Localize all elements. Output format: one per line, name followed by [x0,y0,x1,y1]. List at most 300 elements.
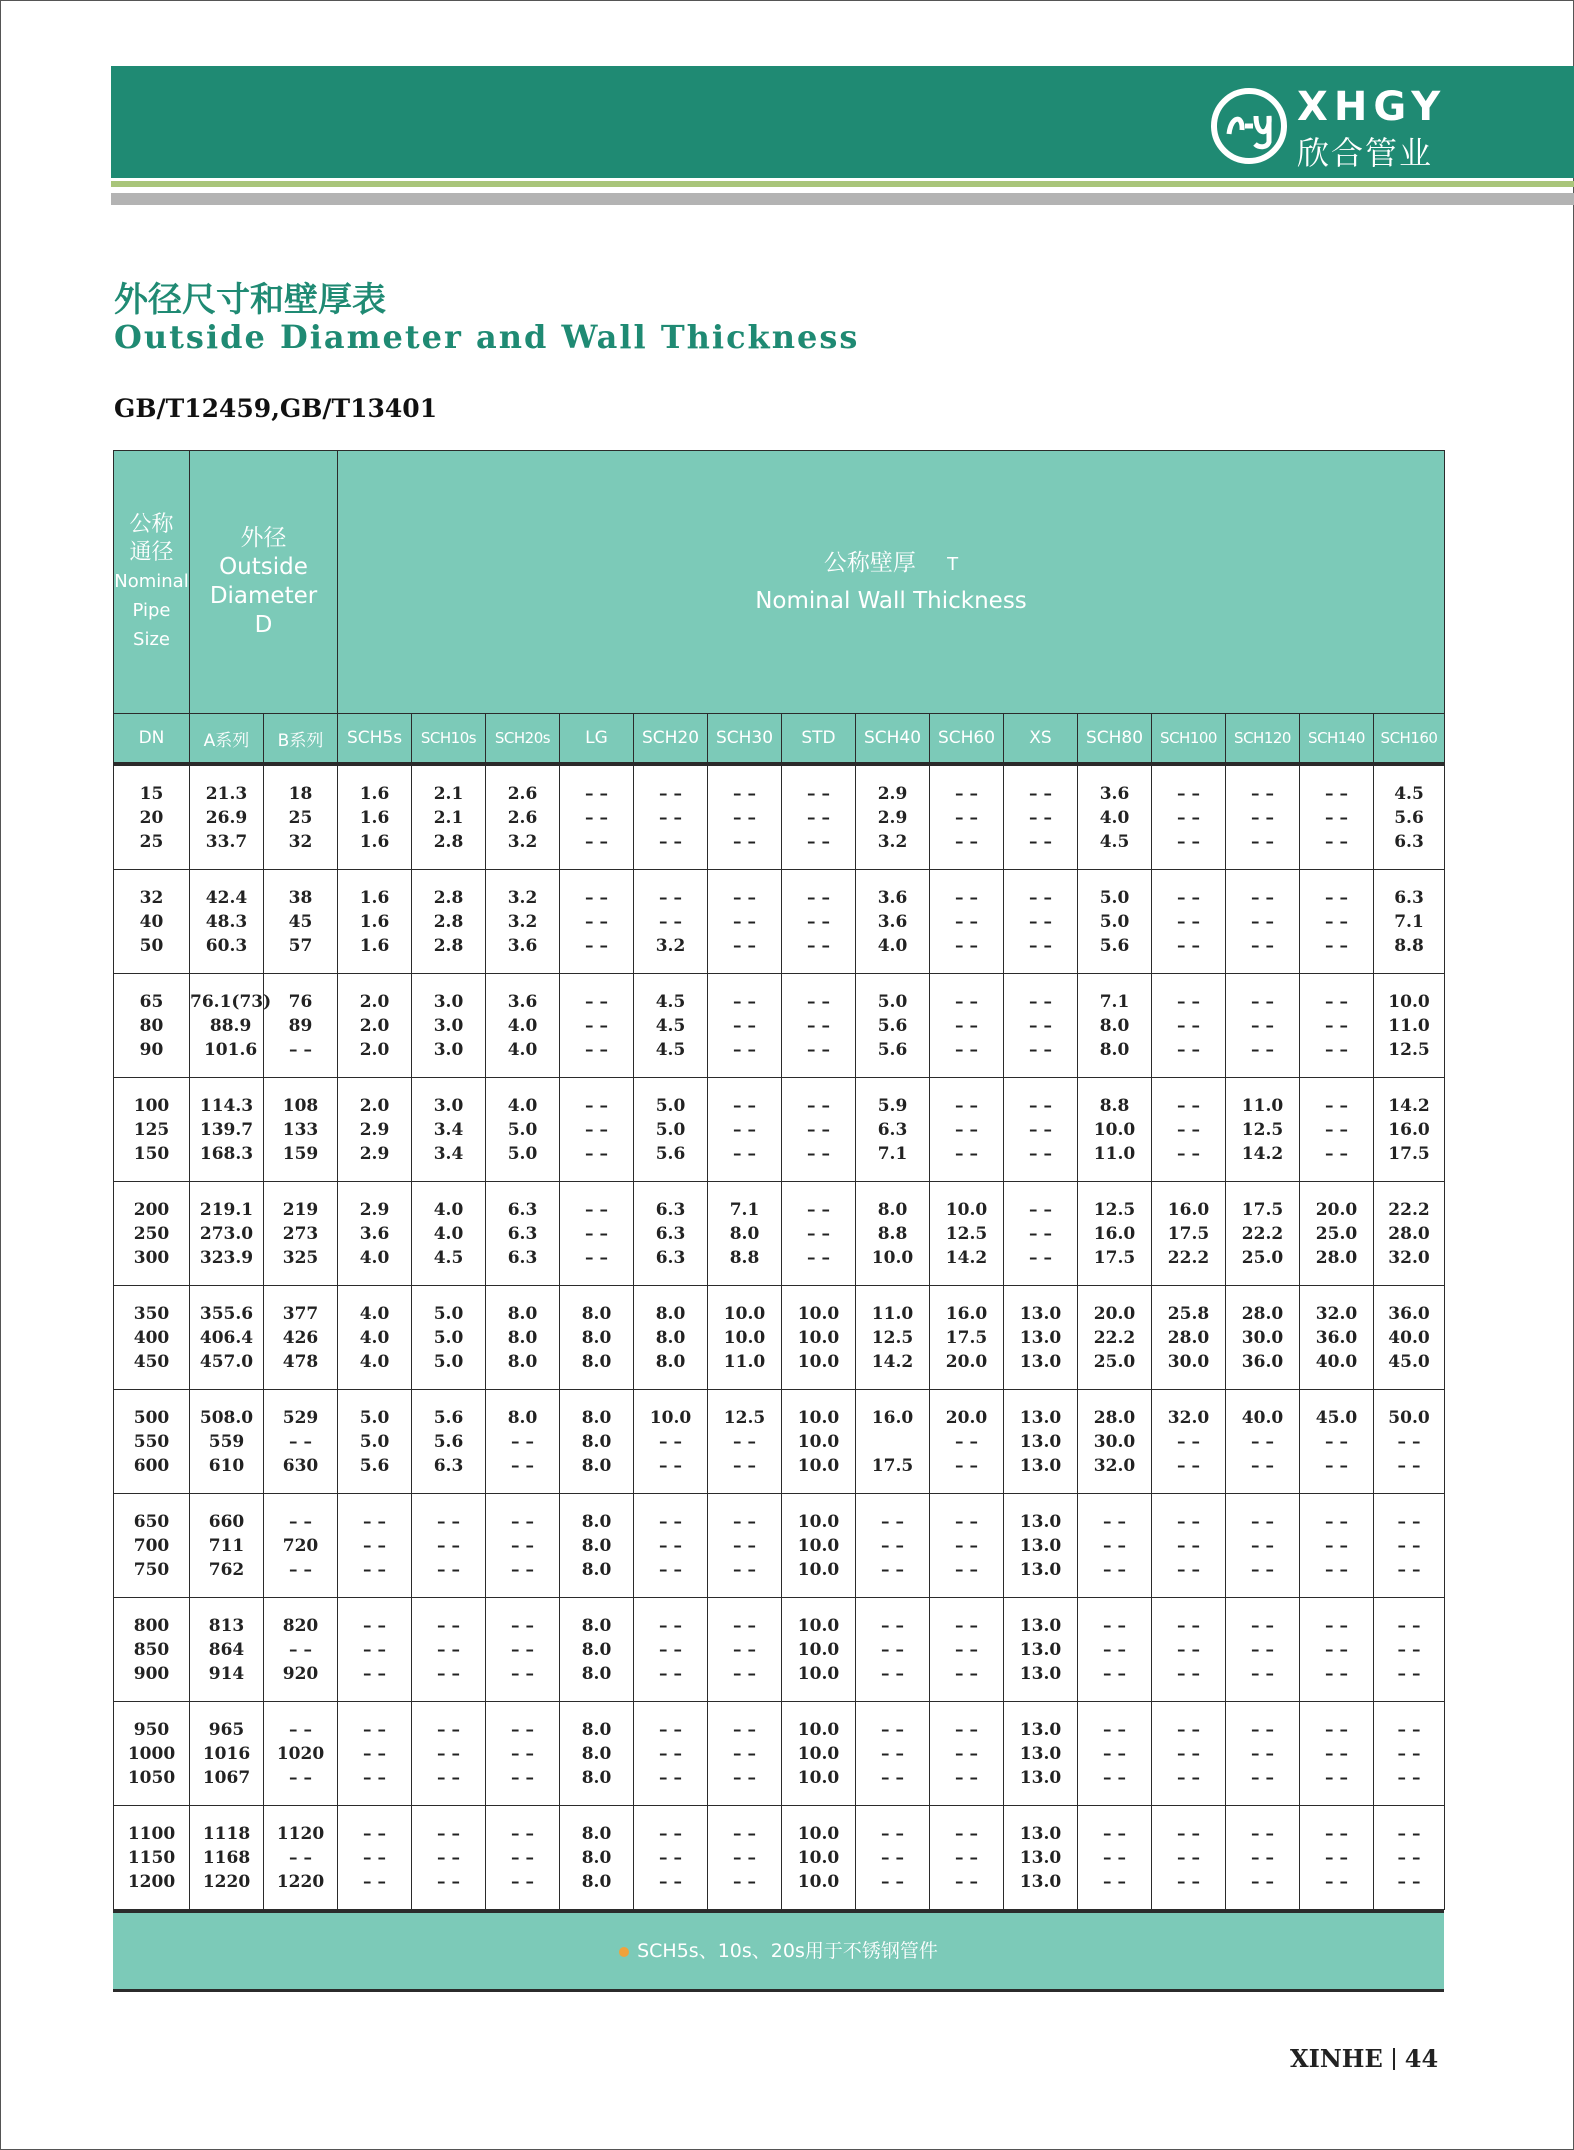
column-header: SCH20s [486,714,560,765]
cell-values: – – – – – – [585,991,608,1060]
cell-values: – – – – – – [1177,991,1200,1060]
cell-values: – – – – – – [659,1511,682,1580]
table-cell [264,974,338,1078]
cell-values: 10.0 10.0 10.0 [797,1303,840,1372]
cell-values: – – – – – – [1251,1615,1274,1684]
table-cell [190,1182,264,1286]
table-cell [930,764,1004,870]
table-row [114,974,1445,1078]
column-header: SCH30 [708,714,782,765]
table-cell [1300,1494,1374,1598]
cell-values: – – – – – – [1325,991,1348,1060]
cell-values: 3.0 3.4 3.4 [433,1095,464,1164]
cell-values: – – – – – – [1251,1823,1274,1892]
table-cell [708,1182,782,1286]
table-cell [560,764,634,870]
table-cell [634,1078,708,1182]
table-cell [486,870,560,974]
cell-values: 8.0 – – – – [507,1407,538,1476]
table-cell [1226,1182,1300,1286]
cell-values: 20.0 22.2 25.0 [1093,1303,1136,1372]
cell-values: 355.6 406.4 457.0 [199,1303,254,1372]
table-cell [1226,1598,1300,1702]
table-row [114,870,1445,974]
table-cell [708,974,782,1078]
table-cell [1374,1494,1445,1598]
header-od-en-3: D [254,612,273,638]
header-nwt-zh-line [338,545,1444,583]
cell-values: 8.0 8.0 8.0 [581,1719,612,1788]
cell-values: – – – – – – [1251,783,1274,852]
cell-values: – – – – – – [1103,1511,1126,1580]
table-cell [782,1494,856,1598]
table-cell [1078,1286,1152,1390]
table-cell [190,1494,264,1598]
table-cell [412,764,486,870]
cell-values: 42.4 48.3 60.3 [205,887,248,956]
table-row [114,1598,1445,1702]
header-nps-zh-1: 公称 [129,511,174,537]
cell-values: 377 426 478 [282,1303,319,1372]
cell-values: 76 89 – – [288,991,313,1060]
cell-values: – – – – – – [881,1823,904,1892]
table-cell [1374,974,1445,1078]
table-cell [1004,764,1078,870]
table-cell [634,1806,708,1910]
cell-values: – – – – – – [955,1823,978,1892]
cell-values: – – – – – – [1325,1823,1348,1892]
cell-values: 6.3 7.1 8.8 [1394,887,1424,956]
table-cell [930,1598,1004,1702]
cell-values: – – – – – – [1177,1615,1200,1684]
column-header: SCH160 [1374,714,1445,765]
cell-values: 10.0 10.0 11.0 [723,1303,766,1372]
table-cell [114,974,190,1078]
column-header: SCH5s [338,714,412,765]
cell-values: 40.0 – – – – [1241,1407,1284,1476]
cell-values: 5.0 5.6 5.6 [877,991,908,1060]
cell-values: 11.0 12.5 14.2 [1241,1095,1284,1164]
table-header-row [114,451,1445,714]
cell-values: 38 45 57 [288,887,313,956]
table-cell [1078,870,1152,974]
table-cell [1374,1182,1445,1286]
standard-reference: GB/T12459,GB/T13401 [114,394,438,423]
cell-values: 22.2 28.0 32.0 [1388,1199,1430,1268]
cell-values: – – – – – – [733,991,756,1060]
table-cell [634,1702,708,1806]
cell-values: – – – – – – [1397,1823,1421,1892]
cell-values: 13.0 13.0 13.0 [1019,1407,1062,1476]
cell-values: 200 250 300 [133,1199,170,1268]
cell-values: 13.0 13.0 13.0 [1019,1303,1062,1372]
table-cell [486,1598,560,1702]
table-cell [1078,1078,1152,1182]
table-cell [264,1702,338,1806]
cell-values: – – – – – – [1103,1719,1126,1788]
table-cell [1300,1702,1374,1806]
footer-brand: XINHE [1290,2044,1383,2073]
cell-values: – – – – – – [511,1615,534,1684]
cell-values: – – – – – – [363,1719,386,1788]
cell-values: – – – – – – [363,1823,386,1892]
cell-values: – – – – – – [881,1615,904,1684]
cell-values: 13.0 13.0 13.0 [1019,1719,1062,1788]
cell-values: – – – – – – [1029,1095,1052,1164]
table-cell [264,764,338,870]
cell-values: 10.0 10.0 10.0 [797,1719,840,1788]
table-cell [634,1286,708,1390]
cell-values: – – – – – – [955,1095,978,1164]
table-cell [856,1494,930,1598]
cell-values: – – – – – – [955,1719,978,1788]
table-cell [560,870,634,974]
table-cell [1300,1390,1374,1494]
table-cell [338,1390,412,1494]
cell-values: 2.1 2.1 2.8 [433,783,464,852]
table-cell [486,1182,560,1286]
table-cell [1152,1078,1226,1182]
column-header: DN [114,714,190,765]
cell-values: – – – – – – [1397,1615,1421,1684]
table-cell [708,870,782,974]
table-cell [1004,870,1078,974]
table-cell [1078,1598,1152,1702]
table-cell [782,1286,856,1390]
cell-values: – – – – – – [437,1615,460,1684]
table-cell [486,1806,560,1910]
table-cell [190,1390,264,1494]
cell-values: 5.0 5.0 5.6 [1099,887,1130,956]
column-header: LG [560,714,634,765]
column-header: XS [1004,714,1078,765]
cell-values: – – – – – – [437,1511,460,1580]
cell-values: – – – – – – [733,887,756,956]
table-cell [1004,1702,1078,1806]
cell-values: 10.0 10.0 10.0 [797,1407,840,1476]
cell-values: – – – – – – [1177,1719,1200,1788]
table-cell [1004,1494,1078,1598]
table-cell [412,1390,486,1494]
table-cell [782,1806,856,1910]
table-cell [1004,1182,1078,1286]
table-cell [338,764,412,870]
cell-values: 950 1000 1050 [127,1719,176,1788]
table-cell [338,1598,412,1702]
table-cell [560,1390,634,1494]
table-cell [114,1598,190,1702]
cell-values: 12.5 16.0 17.5 [1093,1199,1136,1268]
logo-mark-icon [1209,86,1289,166]
table-cell [856,974,930,1078]
table-cell [1152,1598,1226,1702]
cell-values: 10.0 11.0 12.5 [1388,991,1430,1060]
cell-values: 219.1 273.0 323.9 [199,1199,254,1268]
table-cell [338,1078,412,1182]
table-cell [1226,1702,1300,1806]
cell-values: 65 80 90 [139,991,164,1060]
cell-values: 820 – – 920 [282,1615,319,1684]
cell-values: 10.0 10.0 10.0 [797,1511,840,1580]
table-cell [264,1286,338,1390]
table-cell [338,1286,412,1390]
table-cell [1226,870,1300,974]
cell-values: – – – – – – [1177,1511,1200,1580]
cell-values: 28.0 30.0 36.0 [1241,1303,1284,1372]
table-cell [486,1390,560,1494]
cell-values: 10.0 – – – – [649,1407,692,1476]
table-cell [412,974,486,1078]
cell-values: 813 864 914 [208,1615,245,1684]
table-cell [412,1286,486,1390]
cell-values: – – – – – – [511,1823,534,1892]
table-cell [1152,1806,1226,1910]
cell-values: – – – – – – [1029,783,1052,852]
cell-values: 1118 1168 1220 [202,1823,251,1892]
column-header: STD [782,714,856,765]
table-cell [1300,1598,1374,1702]
table-cell [1152,870,1226,974]
table-cell [560,1598,634,1702]
cell-values: 2.0 2.9 2.9 [359,1095,390,1164]
cell-values: 4.0 5.0 5.0 [507,1095,538,1164]
table-cell [1374,1806,1445,1910]
logo-text-en: XHGY [1297,84,1447,130]
table-cell [782,764,856,870]
cell-values: 219 273 325 [282,1199,319,1268]
table-cell [486,1702,560,1806]
cell-values: – – – – – – [1103,1823,1126,1892]
cell-values: – – 720 – – [282,1511,319,1580]
cell-values: – – – – – – [955,1615,978,1684]
table-cell [1004,1598,1078,1702]
table-cell [782,870,856,974]
page-footer [1290,2044,1438,2073]
table-cell [338,1702,412,1806]
cell-values: – – – – – – [1177,1823,1200,1892]
table-cell [930,1494,1004,1598]
cell-values: 6.3 6.3 6.3 [507,1199,538,1268]
header-nps-en-1: Nominal [114,570,189,592]
header-divider-gray [111,193,1574,205]
table-cell [856,870,930,974]
cell-values: 21.3 26.9 33.7 [205,783,248,852]
table-cell [560,1078,634,1182]
cell-values: 45.0 – – – – [1315,1407,1358,1476]
cell-values: 8.8 10.0 11.0 [1093,1095,1136,1164]
cell-values: – – – – – – [363,1615,386,1684]
table-cell [264,870,338,974]
cell-values: – – – – – – [807,1199,830,1268]
table-cell [560,1702,634,1806]
cell-values: 17.5 22.2 25.0 [1241,1199,1284,1268]
table-cell [856,1598,930,1702]
table-cell [412,1494,486,1598]
page-number: 44 [1404,2044,1439,2073]
table-cell [190,1078,264,1182]
table-cell [1078,1494,1152,1598]
cell-values: – – – – – – [1251,991,1274,1060]
table-cell [1078,1702,1152,1806]
cell-values: 16.0 17.5 [871,1407,914,1476]
table-cell [1078,974,1152,1078]
table-cell [264,1598,338,1702]
table-cell [190,1806,264,1910]
page-title-en: Outside Diameter and Wall Thickness [114,318,860,356]
table-cell [486,1286,560,1390]
table-cell [190,1286,264,1390]
cell-values: 8.0 8.0 8.0 [581,1823,612,1892]
bullet-dot-icon [619,1947,629,1957]
cell-values: – – – – – – [733,1719,756,1788]
cell-values: – – – – – – [585,783,608,852]
table-cell [1078,1806,1152,1910]
cell-values: 13.0 13.0 13.0 [1019,1615,1062,1684]
cell-values: 8.0 8.0 8.0 [507,1303,538,1372]
table-cell [114,1494,190,1598]
table-cell [560,1182,634,1286]
cell-values: 10.0 10.0 10.0 [797,1823,840,1892]
header-nps-zh-2: 通径 [129,539,174,565]
table-cell [338,1494,412,1598]
cell-values: 3.6 4.0 4.5 [1099,783,1130,852]
table-cell [930,870,1004,974]
cell-values: 114.3 139.7 168.3 [199,1095,254,1164]
cell-values: 4.5 5.6 6.3 [1394,783,1424,852]
table-cell [560,974,634,1078]
cell-values: – – – – – – [511,1719,534,1788]
table-cell [190,764,264,870]
header-outside-diameter [190,451,338,714]
cell-values: – – – – – – [807,887,830,956]
table-cell [1078,764,1152,870]
cell-values: 2.6 2.6 3.2 [507,783,538,852]
table-cell [1300,1078,1374,1182]
table-cell [930,1182,1004,1286]
table-cell [1374,1390,1445,1494]
table-cell [708,1598,782,1702]
cell-values: 32.0 36.0 40.0 [1315,1303,1358,1372]
header-nominal-pipe-size [114,451,190,714]
table-cell [1374,1598,1445,1702]
column-header: A系列 [190,714,264,765]
table-cell [412,1806,486,1910]
column-header: B系列 [264,714,338,765]
table-cell [1374,1286,1445,1390]
table-cell [412,1078,486,1182]
header-nps-en-2: Pipe [132,599,171,621]
cell-values: 2.0 2.0 2.0 [359,991,390,1060]
table-cell [486,974,560,1078]
table-row [114,1702,1445,1806]
table-cell [338,1182,412,1286]
table-cell [1152,1182,1226,1286]
table-cell [856,1078,930,1182]
table-cell [486,1494,560,1598]
table-cell [114,764,190,870]
cell-values: 1100 1150 1200 [127,1823,176,1892]
footnote-bar [113,1910,1444,1992]
table-cell [190,870,264,974]
cell-values: 350 400 450 [133,1303,170,1372]
cell-values: – – – – – – [1251,1719,1274,1788]
table-cell [338,1806,412,1910]
cell-values: – – – – – – [807,991,830,1060]
table-cell [114,1702,190,1806]
cell-values: 8.0 8.0 8.0 [581,1615,612,1684]
table-cell [1226,764,1300,870]
header-divider-green [111,181,1574,187]
header-od-zh: 外径 [240,525,287,551]
table-cell [114,1078,190,1182]
table-cell [782,1390,856,1494]
cell-values: – – – – – – [659,783,682,852]
header-nwt-zh: 公称壁厚 [823,550,916,576]
cell-values: – – – – – – [1103,1615,1126,1684]
cell-values: 36.0 40.0 45.0 [1388,1303,1430,1372]
cell-values: 76.1(73) 88.9 101.6 [190,991,272,1060]
cell-values: – – – – – – [955,887,978,956]
table-body [114,764,1445,1910]
table-cell [782,1598,856,1702]
table-cell [856,764,930,870]
table-cell [708,1494,782,1598]
column-header: SCH20 [634,714,708,765]
table-cell [1300,1286,1374,1390]
table-cell [856,1806,930,1910]
table-row [114,1078,1445,1182]
cell-values: – – – – – – [955,1511,978,1580]
cell-values: – – – – – – [1029,887,1052,956]
table-cell [114,1182,190,1286]
cell-values: – – – – – – [437,1719,460,1788]
table-cell [190,974,272,1078]
table-cell [634,1390,708,1494]
cell-values: 5.0 5.0 5.0 [433,1303,464,1372]
cell-values: – – – – 3.2 [655,887,686,956]
cell-values: 660 711 762 [208,1511,245,1580]
cell-values: 3.2 3.2 3.6 [507,887,538,956]
cell-values: – – – – – – [1325,1511,1348,1580]
column-header: SCH60 [930,714,1004,765]
header-od-en-1: Outside [219,554,308,580]
cell-values: – – – – – – [881,1511,904,1580]
table-row [114,1806,1445,1910]
footer-separator [1393,2048,1395,2070]
table-cell [1226,1078,1300,1182]
cell-values: – – – – – – [881,1719,904,1788]
table-cell [1004,974,1078,1078]
table-cell [1300,764,1374,870]
table-cell [264,1806,338,1910]
table-cell [708,1702,782,1806]
cell-values: 1.6 1.6 1.6 [359,887,390,956]
table-cell [930,1078,1004,1182]
table-cell [1152,1494,1226,1598]
cell-values: – – – – – – [733,1615,756,1684]
wall-thickness-table [113,450,1445,1910]
cell-values: – – – – – – [955,991,978,1060]
cell-values: 3.6 3.6 4.0 [877,887,908,956]
cell-values: 28.0 30.0 32.0 [1093,1407,1136,1476]
cell-values: 20.0 – – – – [945,1407,988,1476]
table-cell [856,1182,930,1286]
cell-values: 13.0 13.0 13.0 [1019,1511,1062,1580]
cell-values: – – – – – – [1177,887,1200,956]
table-cell [1226,1494,1300,1598]
column-header: SCH120 [1226,714,1300,765]
table-cell [114,870,190,974]
